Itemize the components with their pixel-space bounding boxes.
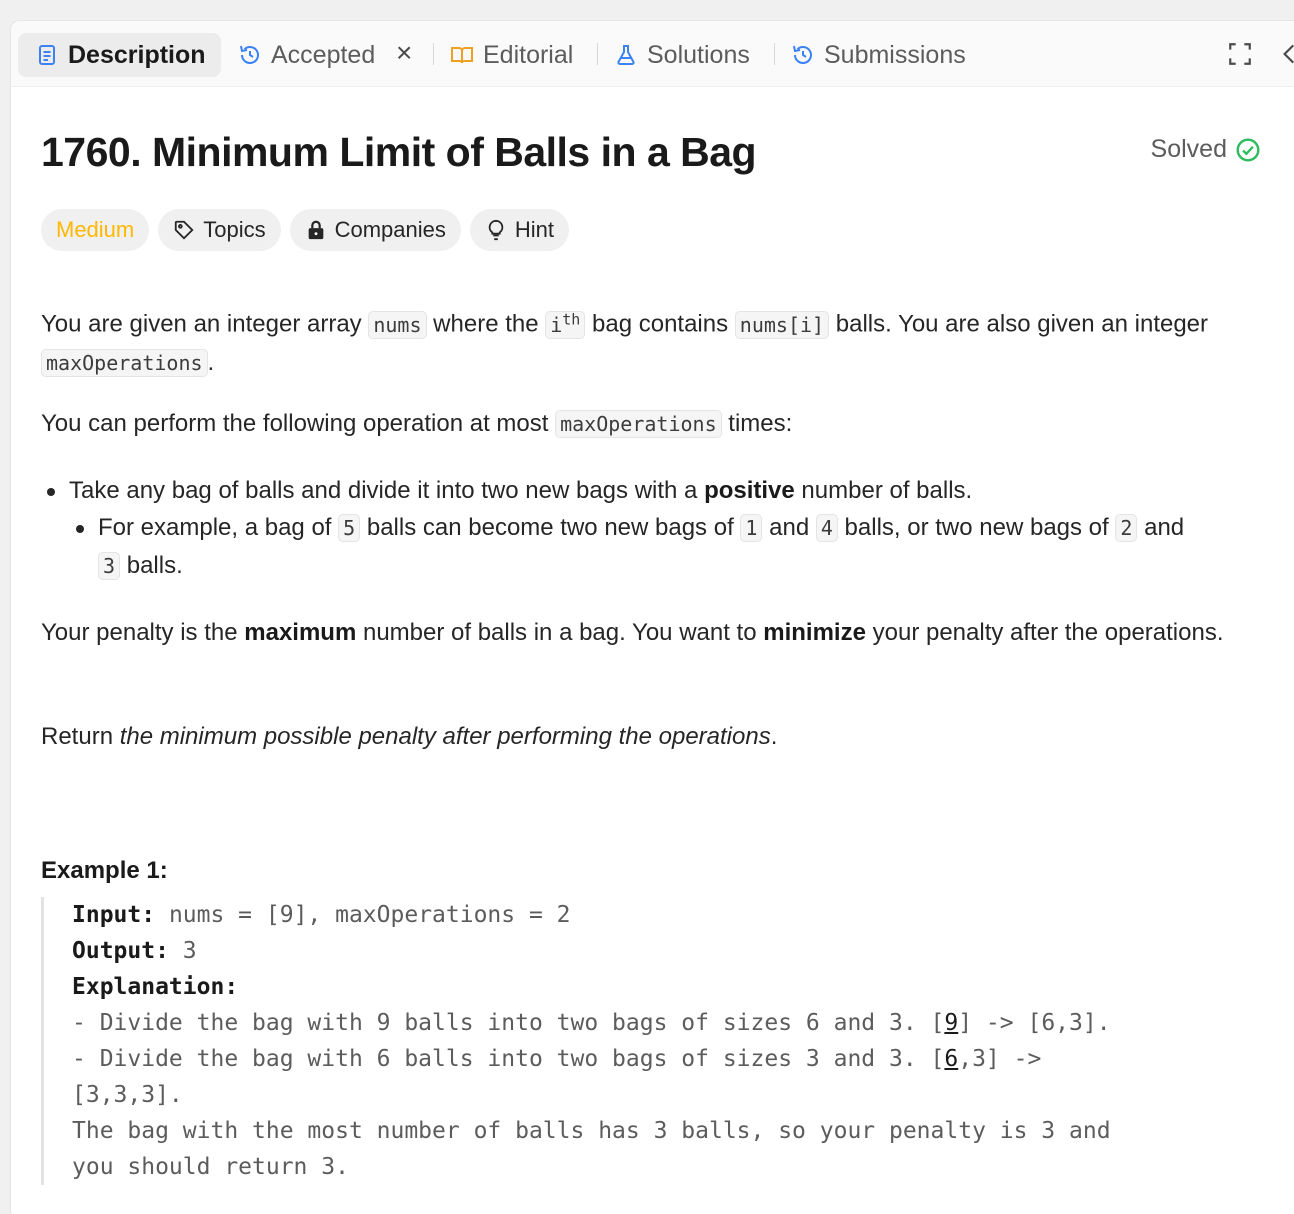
document-icon — [34, 42, 60, 68]
tab-editorial-label: Editorial — [483, 40, 574, 69]
tab-divider — [774, 43, 775, 65]
description-paragraph: Return the minimum possible penalty after performing the operations. — [41, 723, 778, 750]
inline-code: 2 — [1115, 514, 1137, 542]
tab-solutions[interactable] — [613, 33, 750, 77]
solved-status — [1151, 135, 1261, 164]
tab-description[interactable] — [18, 33, 221, 77]
inline-code: 1 — [740, 514, 762, 542]
inline-code: maxOperations — [555, 410, 722, 438]
tab-editorial[interactable] — [449, 33, 573, 77]
tab-submissions[interactable] — [790, 33, 966, 77]
inline-code: nums — [368, 311, 426, 339]
hint-label: Hint — [514, 217, 555, 242]
bullet-dot — [76, 525, 84, 533]
solved-label: Solved — [1150, 135, 1227, 163]
description-paragraph: You are given an integer array nums where the $i^{th}$ bag contains nums[i] balls. You are also given an integer maxOperations . — [41, 310, 1209, 376]
hint-button[interactable] — [470, 209, 569, 251]
inline-code: nums[i] — [735, 311, 829, 339]
list-item: For example, a bag of 5 balls can become two new bags of 1 and 4 balls, or two new bags of 2 and 3 balls. — [98, 514, 1185, 579]
list-item: Take any bag of balls and divide it into two new bags with a positive number of balls. — [69, 477, 973, 504]
companies-button[interactable] — [290, 209, 461, 251]
inline-code: 5 — [338, 514, 360, 542]
description-paragraph: Your penalty is the maximum number of balls in a bag. You want to minimize your penalty after the operations. — [41, 619, 1224, 646]
book-icon — [449, 42, 475, 68]
history-icon — [237, 42, 263, 68]
tab-solutions-label: Solutions — [647, 40, 750, 69]
fullscreen-icon[interactable] — [1227, 41, 1253, 67]
tab-submissions-label: Submissions — [824, 40, 966, 69]
inline-code: 4 — [816, 514, 838, 542]
example-block: Input: nums = [9], maxOperations = 2 Output: 3 Explanation: - Divide the bag with 9 balls into two bags of sizes 6 and 3. [9] -> [6,3]. - Divide the bag with 6 balls into two bags of sizes 3 and 3. [6,3] -> [3,3,3]. The bag with the most number of balls has 3 balls, so your penalty is 3 and you should return 3. — [41, 897, 1231, 1185]
problem-panel — [10, 20, 1294, 1214]
tag-icon — [173, 219, 195, 241]
close-tab-icon[interactable]: × — [396, 37, 413, 68]
bullet-dot — [47, 488, 55, 496]
tag-chips — [41, 209, 569, 251]
check-circle-icon — [1235, 137, 1261, 163]
description-paragraph: You can perform the following operation at most maxOperations times: — [41, 410, 793, 437]
lightbulb-icon — [485, 219, 507, 241]
companies-label: Companies — [334, 217, 446, 242]
lock-icon — [305, 219, 327, 241]
tab-accepted[interactable] — [237, 33, 375, 77]
chevron-left-icon[interactable] — [1277, 41, 1294, 67]
history-icon — [790, 42, 816, 68]
page-title: 1760. Minimum Limit of Balls in a Bag — [41, 129, 757, 175]
tab-bar — [11, 21, 1294, 87]
inline-code: 3 — [98, 552, 120, 580]
tab-description-label: Description — [68, 40, 206, 69]
inline-code: maxOperations — [41, 349, 208, 377]
topics-label: Topics — [203, 217, 266, 242]
tab-divider — [597, 43, 598, 65]
tab-accepted-label: Accepted — [271, 40, 376, 69]
example-title: Example 1: — [41, 857, 168, 884]
flask-icon — [613, 42, 639, 68]
topics-button[interactable] — [158, 209, 280, 251]
tab-divider — [433, 43, 434, 65]
difficulty-badge: Medium — [41, 209, 149, 251]
inline-code: $i^{th}$ — [545, 311, 585, 339]
